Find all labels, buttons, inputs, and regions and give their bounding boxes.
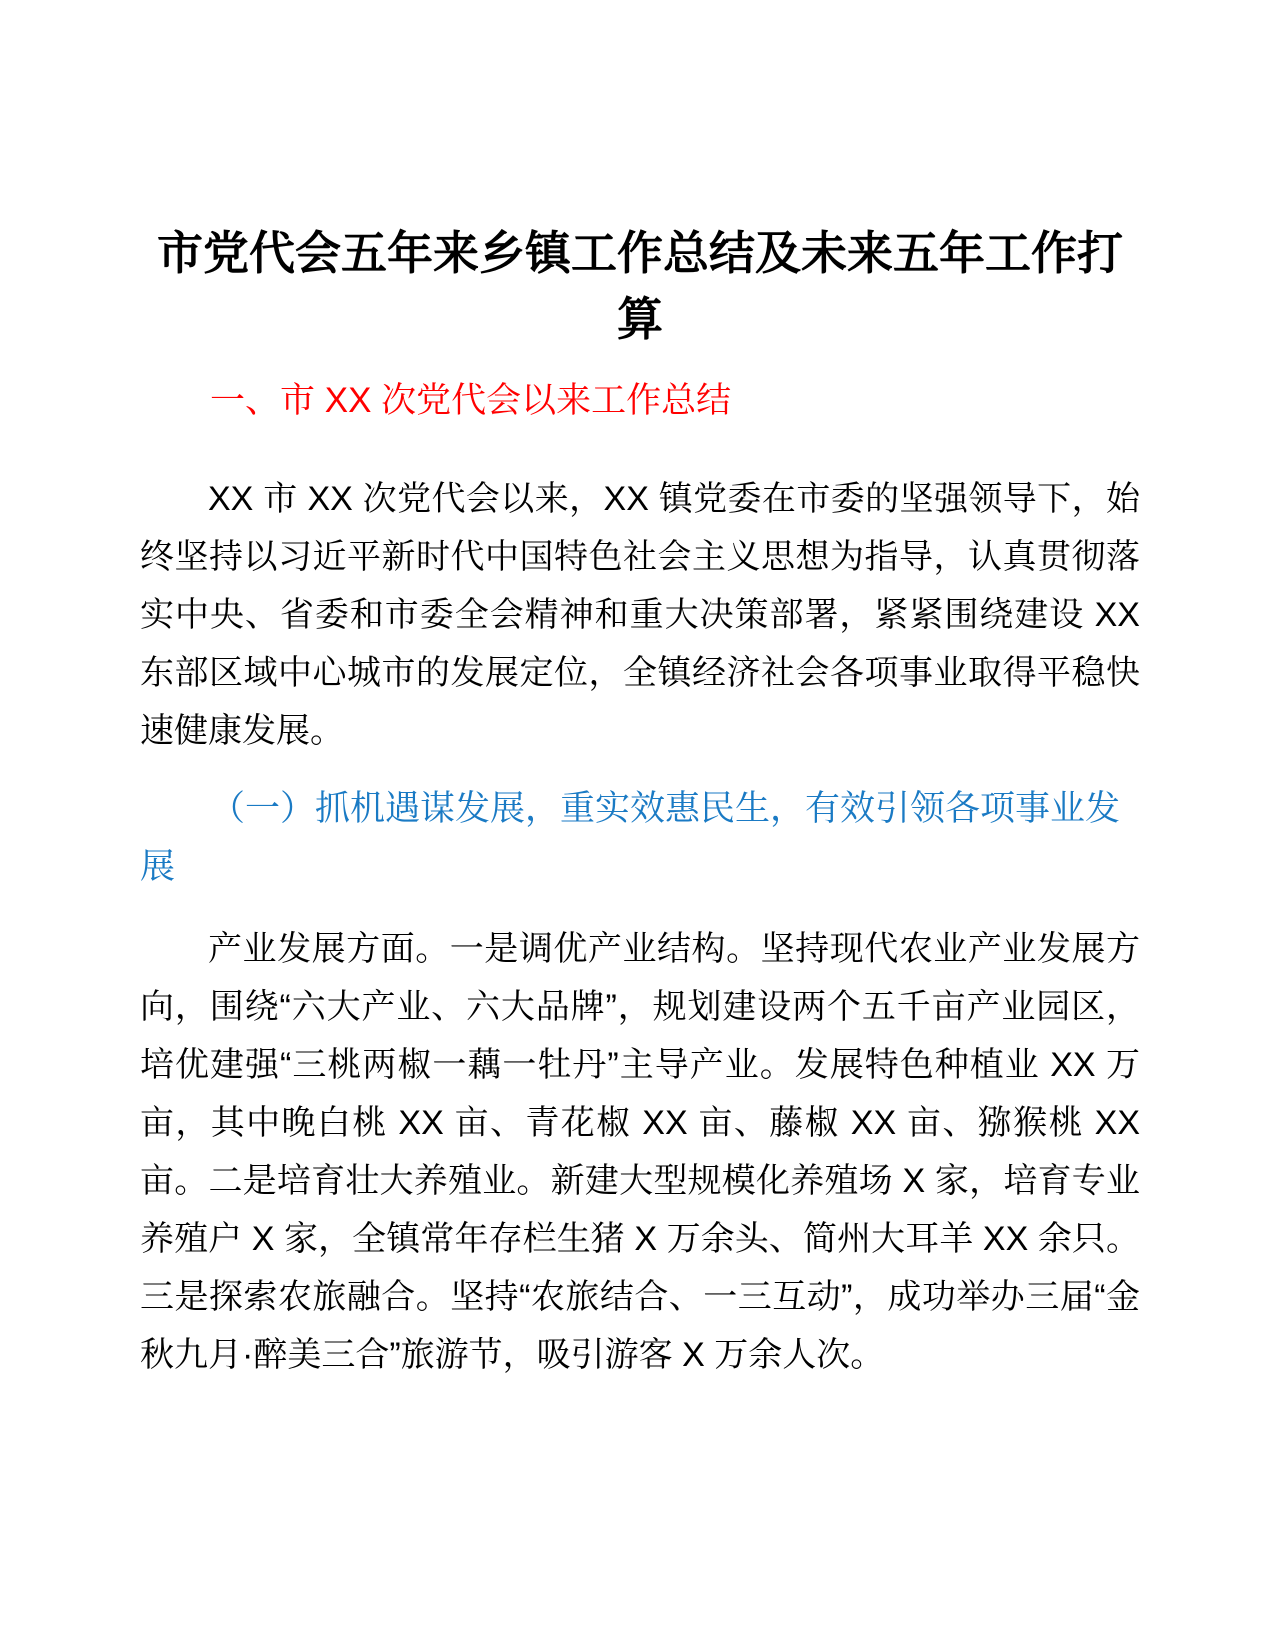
section-heading-red: 一、市 XX 次党代会以来工作总结: [210, 381, 732, 420]
paragraph-summary-intro: XX 市 XX 次党代会以来，XX 镇党委在市委的坚强领导下，始终坚持以习近平新时代中国特色社会主义思想为指导，认真贯彻落实中央、省委和市委全会精神和重大决策部署，紧紧围绕建设 XX 东部区域中心城市的发展定位，全镇经济社会各项事业取得平稳快速健康发展。: [140, 480, 1140, 750]
subsection-heading-blue: （一）抓机遇谋发展，重实效惠民生，有效引领各项事业发展: [140, 789, 1121, 886]
paragraph-industry-development: 产业发展方面。一是调优产业结构。坚持现代农业产业发展方向，围绕“六大产业、六大品牌”，规划建设两个五千亩产业园区，培优建强“三桃两椒一藕一牡丹”主导产业。发展特色种植业 XX 万亩，其中晚白桃 XX 亩、青花椒 XX 亩、藤椒 XX 亩、猕猴桃 XX 亩。二是培育壮大养殖业。新建大型规模化养殖场 X 家，培育专业养殖户 X 家，全镇常年存栏生猪 X 万余头、简州大耳羊 XX 余只。三是探索农旅融合。坚持“农旅结合、一三互动”，成功举办三届“金秋九月·醉美三合”旅游节，吸引游客 X 万余人次。: [140, 930, 1140, 1374]
document-title: 市党代会五年来乡镇工作总结及未来五年工作打算: [157, 227, 1123, 345]
